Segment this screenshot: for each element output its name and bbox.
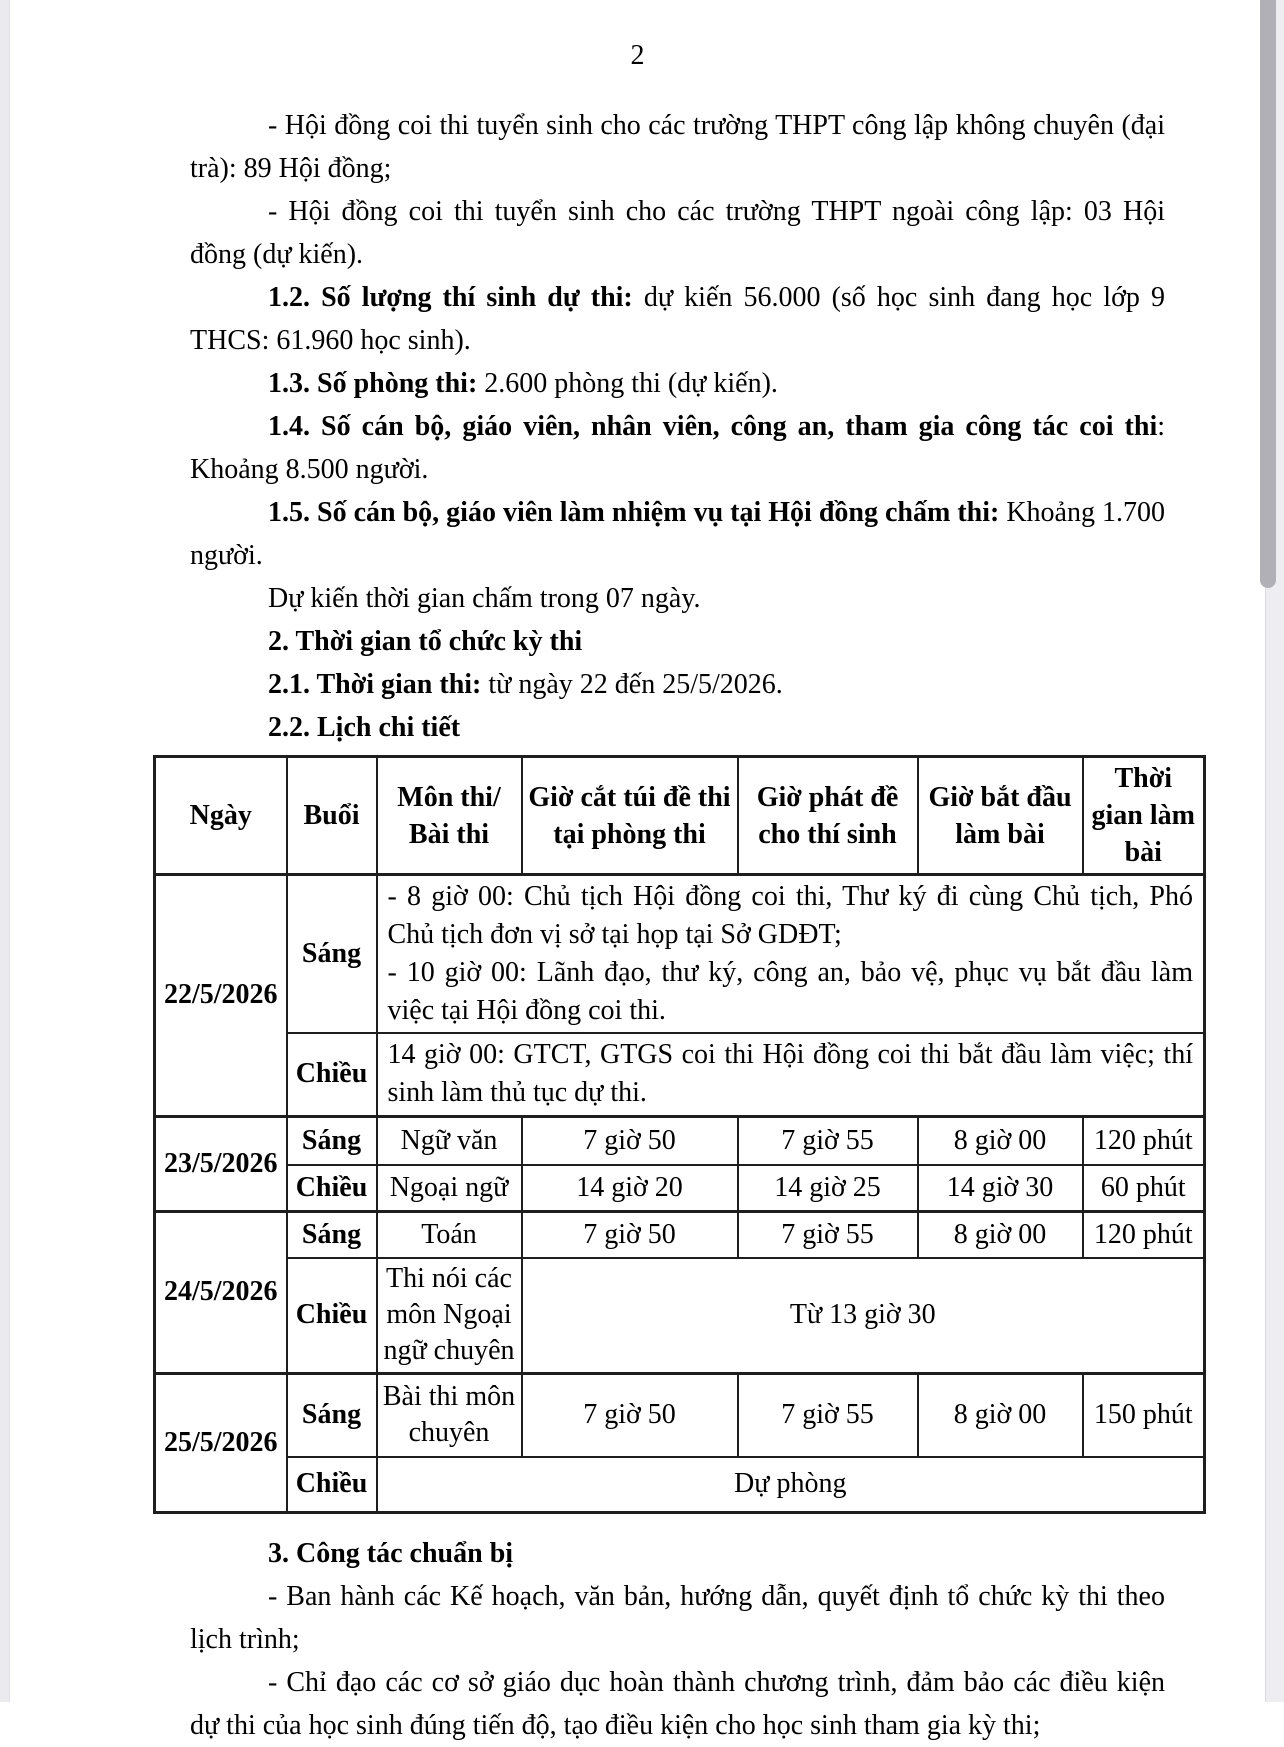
session-cell: Sáng (287, 875, 377, 1034)
document-page (10, 0, 1265, 1741)
schedule-note-line: - 8 giờ 00: Chủ tịch Hội đồng coi thi, Thư ký đi cùng Chủ tịch, Phó Chủ tịch đơn vị sở tại họp tại Sở GDĐT; (387, 881, 1193, 950)
header-gio-cat-tui: Giờ cắt túi đề thi tại phòng thi (522, 757, 738, 875)
paragraph-bold-label: 2.2. Lịch chi tiết (268, 712, 461, 743)
handout-time-cell: 7 giờ 55 (738, 1116, 918, 1165)
intro-paragraph (190, 491, 1165, 577)
intro-paragraph (190, 577, 1165, 620)
date-cell: 22/5/2026 (155, 875, 287, 1117)
start-time-cell: 14 giờ 30 (918, 1165, 1083, 1211)
paragraph-bold-label: 1.5. Số cán bộ, giáo viên làm nhiệm vụ tại Hội đồng chấm thi: (268, 497, 1000, 528)
header-buoi: Buổi (287, 757, 377, 875)
page-number: 2 (630, 40, 645, 71)
subject-cell: Toán (377, 1211, 522, 1258)
subject-cell: Bài thi môn chuyên (377, 1373, 522, 1457)
paragraph-bold-label: 2. Thời gian tổ chức kỳ thi (268, 626, 583, 657)
session-cell: Chiều (287, 1165, 377, 1211)
duration-cell: 150 phút (1083, 1373, 1205, 1457)
paragraph-bold-label: 1.3. Số phòng thi: (268, 368, 478, 399)
table-row (155, 1457, 1205, 1512)
session-cell: Chiều (287, 1457, 377, 1512)
intro-paragraph (190, 663, 1165, 706)
subject-cell: Thi nói các môn Ngoại ngữ chuyên (377, 1258, 522, 1373)
duration-cell: 120 phút (1083, 1211, 1205, 1258)
table-header-row (155, 757, 1205, 875)
paragraph-text: - Ban hành các Kế hoạch, văn bản, hướng dẫn, quyết định tổ chức kỳ thi theo lịch trình; (190, 1580, 1165, 1655)
session-cell: Chiều (287, 1258, 377, 1373)
paragraph-text: dự kiến 56.000 (số học sinh đang học lớp 9 THCS: 61.960 học sinh). (190, 282, 1165, 356)
start-time-cell: 8 giờ 00 (918, 1211, 1083, 1258)
table-row (155, 1033, 1205, 1116)
table-row (155, 1116, 1205, 1165)
table-row (155, 1165, 1205, 1211)
header-thoi-gian: Thời gian làm bài (1083, 757, 1205, 875)
date-cell: 25/5/2026 (155, 1373, 287, 1512)
session-cell: Sáng (287, 1116, 377, 1165)
table-row (155, 875, 1205, 1034)
cut-time-cell: 7 giờ 50 (522, 1211, 738, 1258)
paragraph-text: - Hội đồng coi thi tuyển sinh cho các trường THPT công lập không chuyên (đại trà): 89 Hội đồng; (190, 110, 1165, 184)
start-time-cell: 8 giờ 00 (918, 1373, 1083, 1457)
duration-cell: 120 phút (1083, 1116, 1205, 1165)
scrollbar-thumb[interactable] (1260, 0, 1276, 588)
paragraph-bold-label: 3. Công tác chuẩn bị (268, 1537, 514, 1569)
table-row (155, 1258, 1205, 1373)
paragraph-bold-label: 1.4. Số cán bộ, giáo viên, nhân viên, công an, tham gia công tác coi thi (268, 411, 1158, 442)
schedule-note-cell: 14 giờ 00: GTCT, GTGS coi thi Hội đồng coi thi bắt đầu làm việc; thí sinh làm thủ tục dự thi. (377, 1033, 1205, 1116)
cut-time-cell: 7 giờ 50 (522, 1373, 738, 1457)
date-cell: 23/5/2026 (155, 1116, 287, 1211)
handout-time-cell: 14 giờ 25 (738, 1165, 918, 1211)
paragraph-bold-label: 2.1. Thời gian thi: (268, 669, 482, 700)
paragraph-bold-label: 1.2. Số lượng thí sinh dự thi: (268, 282, 633, 313)
schedule-note-line: - 10 giờ 00: Lãnh đạo, thư ký, công an, bảo vệ, phục vụ bắt đầu làm việc tại Hội đồng coi thi. (387, 957, 1193, 1026)
cut-time-cell: 14 giờ 20 (522, 1165, 738, 1211)
duration-cell: 60 phút (1083, 1165, 1205, 1211)
merged-time-cell: Từ 13 giờ 30 (522, 1258, 1205, 1373)
handout-time-cell: 7 giờ 55 (738, 1211, 918, 1258)
section-heading (190, 620, 1165, 663)
intro-paragraph (190, 362, 1165, 405)
date-cell: 24/5/2026 (155, 1211, 287, 1373)
handout-time-cell: 7 giờ 55 (738, 1373, 918, 1457)
paragraph-text: Khoảng 1.700 người. (190, 497, 1165, 571)
session-cell: Chiều (287, 1033, 377, 1116)
header-gio-bat-dau: Giờ bắt đầu làm bài (918, 757, 1083, 875)
paragraph-text: Dự kiến thời gian chấm trong 07 ngày. (268, 583, 701, 614)
intro-paragraph (190, 405, 1165, 491)
start-time-cell: 8 giờ 00 (918, 1116, 1083, 1165)
table-row (155, 1211, 1205, 1258)
table-row (155, 1373, 1205, 1457)
reserve-cell: Dự phòng (377, 1457, 1205, 1512)
paragraph-text: : Khoảng 8.500 người. (190, 411, 1165, 485)
schedule-note-cell (377, 875, 1205, 1034)
session-cell: Sáng (287, 1211, 377, 1258)
intro-paragraph (190, 276, 1165, 362)
section-heading (190, 1532, 1165, 1575)
exam-schedule-table (153, 755, 1206, 1514)
paragraph-text: từ ngày 22 đến 25/5/2026. (481, 669, 783, 700)
closing-paragraph (190, 1661, 1165, 1747)
paragraph-text: - Hội đồng coi thi tuyển sinh cho các trường THPT ngoài công lập: 03 Hội đồng (dự kiến). (190, 196, 1165, 270)
intro-paragraph (190, 104, 1165, 190)
intro-paragraph (190, 190, 1165, 276)
subject-cell: Ngữ văn (377, 1116, 522, 1165)
paragraph-text: 2.600 phòng thi (dự kiến). (477, 368, 778, 399)
left-page-gutter (0, 0, 10, 1702)
header-gio-phat-de: Giờ phát đề cho thí sinh (738, 757, 918, 875)
session-cell: Sáng (287, 1373, 377, 1457)
subject-cell: Ngoại ngữ (377, 1165, 522, 1211)
cut-time-cell: 7 giờ 50 (522, 1116, 738, 1165)
paragraph-text: - Chỉ đạo các cơ sở giáo dục hoàn thành chương trình, đảm bảo các điều kiện dự thi của học sinh đúng tiến độ, tạo điều kiện cho học sinh tham gia kỳ thi; (190, 1666, 1165, 1741)
header-mon-thi: Môn thi/ Bài thi (377, 757, 522, 875)
closing-paragraph (190, 1575, 1165, 1661)
document-content (163, 104, 1195, 1747)
header-ngay: Ngày (155, 757, 287, 875)
section-heading (190, 706, 1165, 749)
